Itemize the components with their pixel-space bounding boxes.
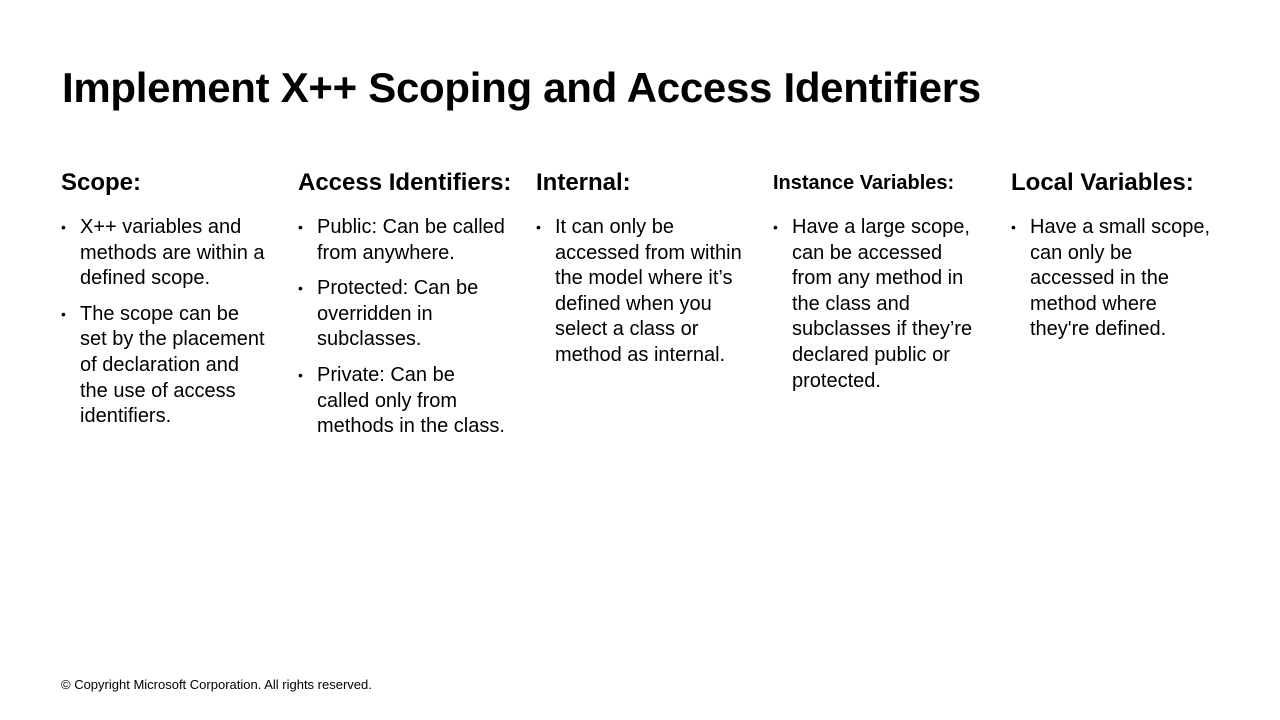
bullet-icon: • xyxy=(298,219,303,235)
bullet-icon: • xyxy=(61,219,66,235)
list-item xyxy=(773,215,983,394)
list-item xyxy=(298,276,508,353)
column-heading: Local Variables: xyxy=(1011,169,1194,196)
list-item-text: The scope can be set by the placement of declaration and the use of access identifiers. xyxy=(80,302,265,428)
list-item xyxy=(61,302,271,430)
list-item-text: Public: Can be called from anywhere. xyxy=(317,216,505,264)
list-item xyxy=(536,215,746,369)
list-item-text: Have a small scope, can only be accessed in the method where they're defined. xyxy=(1030,216,1211,341)
column-local-variables xyxy=(1011,168,1221,353)
bullet-icon: • xyxy=(1011,219,1016,235)
bullet-icon: • xyxy=(536,219,541,235)
bullet-list xyxy=(536,215,746,369)
bullet-icon: • xyxy=(773,219,778,235)
column-heading: Instance Variables: xyxy=(773,172,955,194)
column-heading: Access Identifiers: xyxy=(298,169,512,196)
column-instance-variables xyxy=(773,168,983,404)
bullet-list xyxy=(298,215,508,440)
bullet-icon: • xyxy=(298,366,303,383)
list-item xyxy=(1011,215,1221,343)
bullet-icon: • xyxy=(298,280,303,297)
list-item-text: Protected: Can be overridden in subclasses. xyxy=(317,277,479,351)
list-item xyxy=(61,215,271,292)
column-access-identifiers xyxy=(298,168,512,450)
bullet-list xyxy=(1011,215,1221,343)
bullet-icon: • xyxy=(61,305,66,322)
list-item-text: Private: Can be called only from methods in the class. xyxy=(317,363,505,438)
column-heading: Internal: xyxy=(536,169,631,196)
copyright-notice: © Copyright Microsoft Corporation. All rights reserved. xyxy=(61,677,372,692)
list-item-text: X++ variables and methods are within a defined scope. xyxy=(80,216,265,290)
list-item-text: Have a large scope, can be accessed from any method in the class and subclasses if they’re declared public or protected. xyxy=(792,216,973,392)
list-item-text: It can only be accessed from within the model where it’s defined when you select a class or method as internal. xyxy=(555,216,742,366)
column-scope xyxy=(61,168,271,440)
list-item xyxy=(298,215,508,266)
bullet-list xyxy=(61,215,271,430)
column-internal xyxy=(536,168,746,379)
list-item xyxy=(298,363,508,440)
column-heading: Scope: xyxy=(61,169,142,196)
slide-title: Implement X++ Scoping and Access Identifiers xyxy=(62,64,981,111)
bullet-list xyxy=(773,215,983,394)
